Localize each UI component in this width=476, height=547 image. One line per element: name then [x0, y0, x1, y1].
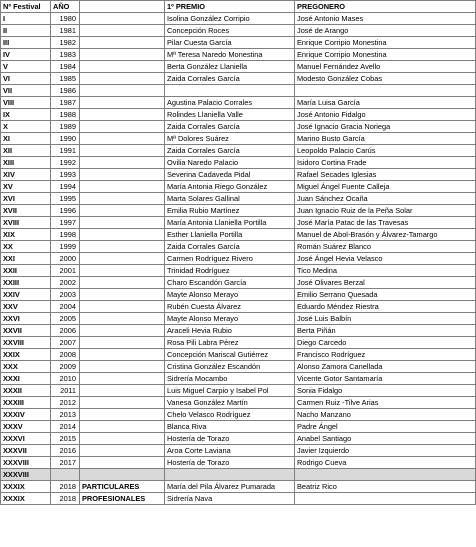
category-cell — [80, 97, 165, 109]
crier-cell: Enrique Corripio Monestina — [295, 49, 476, 61]
first-prize-cell: Carmen Rodríguez Rivero — [165, 253, 295, 265]
column-header: Nº Festival — [1, 1, 51, 13]
year-cell: 1997 — [51, 217, 80, 229]
first-prize-cell: Zaida Corrales García — [165, 241, 295, 253]
festival-number-cell: III — [1, 37, 51, 49]
festival-number-cell: XXXVII — [1, 445, 51, 457]
crier-cell: José Luis Balbín — [295, 313, 476, 325]
year-cell: 2005 — [51, 313, 80, 325]
first-prize-cell: Sidrería Mocambo — [165, 373, 295, 385]
year-cell: 2000 — [51, 253, 80, 265]
category-cell — [80, 421, 165, 433]
category-cell — [80, 85, 165, 97]
category-cell — [80, 61, 165, 73]
category-cell — [80, 373, 165, 385]
table-row — [1, 445, 476, 457]
category-cell — [80, 25, 165, 37]
first-prize-cell: Marta Solares Gallinal — [165, 193, 295, 205]
festival-number-cell: XVIII — [1, 217, 51, 229]
first-prize-cell: Charo Escandón García — [165, 277, 295, 289]
category-cell — [80, 445, 165, 457]
year-cell: 2002 — [51, 277, 80, 289]
table-row — [1, 97, 476, 109]
crier-cell: Leopoldo Palacio Carús — [295, 145, 476, 157]
crier-cell: José María Patac de las Travesas — [295, 217, 476, 229]
table-row — [1, 205, 476, 217]
festival-number-cell: VII — [1, 85, 51, 97]
header-row — [1, 1, 476, 13]
festival-number-cell: XXIX — [1, 349, 51, 361]
crier-cell: José Antonio Mases — [295, 13, 476, 25]
category-cell — [80, 277, 165, 289]
table-row — [1, 193, 476, 205]
table-row — [1, 289, 476, 301]
festival-number-cell: XVI — [1, 193, 51, 205]
first-prize-cell: Emilia Rubio Martínez — [165, 205, 295, 217]
year-cell: 2015 — [51, 433, 80, 445]
crier-cell: Sonia Fidalgo — [295, 385, 476, 397]
crier-cell: Eduardo Méndez Riestra — [295, 301, 476, 313]
year-cell: 2010 — [51, 373, 80, 385]
category-cell — [80, 301, 165, 313]
first-prize-cell — [165, 469, 295, 481]
first-prize-cell: Mayte Alonso Merayo — [165, 289, 295, 301]
category-cell — [80, 73, 165, 85]
table-row — [1, 409, 476, 421]
first-prize-cell: Severina Cadaveda Pidal — [165, 169, 295, 181]
table-row — [1, 325, 476, 337]
first-prize-cell: Luis Miguel Carpio y Isabel Pol — [165, 385, 295, 397]
category-cell — [80, 325, 165, 337]
category-cell — [80, 121, 165, 133]
table-row — [1, 109, 476, 121]
crier-cell: Anabel Santiago — [295, 433, 476, 445]
crier-cell: José Ignacio Gracia Noriega — [295, 121, 476, 133]
year-cell: 2011 — [51, 385, 80, 397]
year-cell: 2017 — [51, 457, 80, 469]
category-cell: PROFESIONALES — [80, 493, 165, 505]
festival-number-cell: XXX — [1, 361, 51, 373]
crier-cell — [295, 469, 476, 481]
table-row — [1, 217, 476, 229]
category-cell — [80, 145, 165, 157]
table-row — [1, 373, 476, 385]
crier-cell: José Olivares Berzal — [295, 277, 476, 289]
category-cell — [80, 193, 165, 205]
crier-cell: José Ángel Hevia Velasco — [295, 253, 476, 265]
year-cell: 1998 — [51, 229, 80, 241]
table-row — [1, 301, 476, 313]
festival-number-cell: XXVIII — [1, 337, 51, 349]
table-row — [1, 181, 476, 193]
first-prize-cell: Araceli Hevia Rubio — [165, 325, 295, 337]
table-row — [1, 457, 476, 469]
year-cell: 1982 — [51, 37, 80, 49]
year-cell: 2007 — [51, 337, 80, 349]
first-prize-cell: Blanca Riva — [165, 421, 295, 433]
table-row — [1, 349, 476, 361]
first-prize-cell: Rubén Cuesta Álvarez — [165, 301, 295, 313]
category-cell — [80, 385, 165, 397]
table-row — [1, 145, 476, 157]
festival-number-cell: XII — [1, 145, 51, 157]
first-prize-cell: Ovilia Naredo Palacio — [165, 157, 295, 169]
category-cell — [80, 289, 165, 301]
first-prize-cell: Zaida Corrales García — [165, 121, 295, 133]
first-prize-cell: María Antonia Riego González — [165, 181, 295, 193]
crier-cell: Padre Ángel — [295, 421, 476, 433]
table-row — [1, 241, 476, 253]
festival-number-cell: XXI — [1, 253, 51, 265]
category-cell — [80, 457, 165, 469]
first-prize-cell: Berta González Llaniella — [165, 61, 295, 73]
first-prize-cell: Aroa Corte Laviana — [165, 445, 295, 457]
crier-cell: Juan Sánchez Ocaña — [295, 193, 476, 205]
table-row — [1, 121, 476, 133]
category-cell — [80, 49, 165, 61]
crier-cell: José de Arango — [295, 25, 476, 37]
crier-cell: José Antonio Fidalgo — [295, 109, 476, 121]
festival-number-cell: IX — [1, 109, 51, 121]
year-cell: 2018 — [51, 493, 80, 505]
first-prize-cell: Esther Llaniella Portilla — [165, 229, 295, 241]
year-cell: 1986 — [51, 85, 80, 97]
festival-number-cell: XXXIII — [1, 397, 51, 409]
crier-cell: Javier Izquierdo — [295, 445, 476, 457]
year-cell — [51, 469, 80, 481]
first-prize-cell: Zaida Corrales García — [165, 145, 295, 157]
category-cell — [80, 313, 165, 325]
category-cell — [80, 229, 165, 241]
festival-number-cell: XXII — [1, 265, 51, 277]
crier-cell: Beatriz Rico — [295, 481, 476, 493]
crier-cell: Manuel de Abol-Brasón y Álvarez-Tamargo — [295, 229, 476, 241]
table-row — [1, 85, 476, 97]
crier-cell: Isidoro Cortina Frade — [295, 157, 476, 169]
year-cell: 1999 — [51, 241, 80, 253]
crier-cell: Rafael Secades Iglesias — [295, 169, 476, 181]
table-row — [1, 361, 476, 373]
year-cell: 1984 — [51, 61, 80, 73]
year-cell: 1991 — [51, 145, 80, 157]
table-row — [1, 13, 476, 25]
festival-number-cell: XXXII — [1, 385, 51, 397]
festival-number-cell: X — [1, 121, 51, 133]
first-prize-cell: Mayte Alonso Merayo — [165, 313, 295, 325]
table-row — [1, 157, 476, 169]
category-cell — [80, 181, 165, 193]
festival-number-cell: XXV — [1, 301, 51, 313]
festival-number-cell: VI — [1, 73, 51, 85]
category-cell — [80, 205, 165, 217]
crier-cell: Emilio Serrano Quesada — [295, 289, 476, 301]
festival-number-cell: XXXVIII — [1, 457, 51, 469]
first-prize-cell: Mª Teresa Naredo Monestina — [165, 49, 295, 61]
crier-cell: Enrique Corripio Monestina — [295, 37, 476, 49]
category-cell — [80, 241, 165, 253]
year-cell: 1993 — [51, 169, 80, 181]
category-cell — [80, 253, 165, 265]
year-cell: 1985 — [51, 73, 80, 85]
table-row — [1, 337, 476, 349]
first-prize-cell: María Antonia Llaniella Portilla — [165, 217, 295, 229]
year-cell: 2006 — [51, 325, 80, 337]
crier-cell: Rodrigo Cueva — [295, 457, 476, 469]
category-cell — [80, 433, 165, 445]
first-prize-cell: Isolina González Corripio — [165, 13, 295, 25]
table-row — [1, 73, 476, 85]
festival-number-cell: XX — [1, 241, 51, 253]
festival-number-cell: XV — [1, 181, 51, 193]
crier-cell: Román Suárez Blanco — [295, 241, 476, 253]
year-cell: 2008 — [51, 349, 80, 361]
festival-number-cell: XXXIV — [1, 409, 51, 421]
festival-number-cell: V — [1, 61, 51, 73]
year-cell: 1983 — [51, 49, 80, 61]
first-prize-cell: Zaida Corrales García — [165, 73, 295, 85]
year-cell: 1980 — [51, 13, 80, 25]
first-prize-cell: Mª Dolores Suárez — [165, 133, 295, 145]
column-header: 1º PREMIO — [165, 1, 295, 13]
table-row — [1, 493, 476, 505]
year-cell: 1992 — [51, 157, 80, 169]
table-row — [1, 25, 476, 37]
crier-cell: María Luisa García — [295, 97, 476, 109]
first-prize-cell: Hostería de Torazo — [165, 433, 295, 445]
first-prize-cell: Concepción Mariscal Gutiérrez — [165, 349, 295, 361]
crier-cell: Nacho Manzano — [295, 409, 476, 421]
table-row — [1, 397, 476, 409]
festival-number-cell: XIV — [1, 169, 51, 181]
festival-number-cell: XIX — [1, 229, 51, 241]
table-row — [1, 229, 476, 241]
first-prize-cell — [165, 85, 295, 97]
category-cell — [80, 37, 165, 49]
year-cell: 2014 — [51, 421, 80, 433]
category-cell — [80, 409, 165, 421]
year-cell: 2003 — [51, 289, 80, 301]
table-row — [1, 49, 476, 61]
year-cell: 1995 — [51, 193, 80, 205]
year-cell: 2001 — [51, 265, 80, 277]
year-cell: 1989 — [51, 121, 80, 133]
category-cell — [80, 133, 165, 145]
category-cell — [80, 13, 165, 25]
table-row — [1, 169, 476, 181]
column-header — [80, 1, 165, 13]
crier-cell: Francisco Rodríguez — [295, 349, 476, 361]
festival-number-cell: XXXI — [1, 373, 51, 385]
festival-number-cell: XIII — [1, 157, 51, 169]
festival-number-cell: XVII — [1, 205, 51, 217]
category-cell — [80, 169, 165, 181]
category-cell — [80, 157, 165, 169]
category-cell: PARTICULARES — [80, 481, 165, 493]
table-row — [1, 469, 476, 481]
table-row — [1, 253, 476, 265]
first-prize-cell: Trinidad Rodríguez — [165, 265, 295, 277]
first-prize-cell: Chelo Velasco Rodríguez — [165, 409, 295, 421]
category-cell — [80, 361, 165, 373]
first-prize-cell: Pilar Cuesta García — [165, 37, 295, 49]
first-prize-cell: Cristina González Escandón — [165, 361, 295, 373]
festival-number-cell: VIII — [1, 97, 51, 109]
first-prize-cell: Agustina Palacio Corrales — [165, 97, 295, 109]
crier-cell: Tico Medina — [295, 265, 476, 277]
crier-cell: Modesto González Cobas — [295, 73, 476, 85]
crier-cell — [295, 493, 476, 505]
first-prize-cell: María del Pila Álvarez Pumarada — [165, 481, 295, 493]
festival-number-cell: XXIV — [1, 289, 51, 301]
table-row — [1, 421, 476, 433]
category-cell — [80, 265, 165, 277]
year-cell: 1981 — [51, 25, 80, 37]
crier-cell: Alonso Zamora Canellada — [295, 361, 476, 373]
year-cell: 1994 — [51, 181, 80, 193]
category-cell — [80, 397, 165, 409]
festival-number-cell: XXXV — [1, 421, 51, 433]
crier-cell: Miguel Ángel Fuente Calleja — [295, 181, 476, 193]
crier-cell: Manuel Fernández Avello — [295, 61, 476, 73]
first-prize-cell: Vanesa González Martín — [165, 397, 295, 409]
column-header: PREGONERO — [295, 1, 476, 13]
year-cell: 1996 — [51, 205, 80, 217]
year-cell: 2009 — [51, 361, 80, 373]
festival-number-cell: XI — [1, 133, 51, 145]
year-cell: 1987 — [51, 97, 80, 109]
first-prize-cell: Rosa Pili Labra Pérez — [165, 337, 295, 349]
table-row — [1, 481, 476, 493]
crier-cell: Berta Piñán — [295, 325, 476, 337]
column-header: AÑO — [51, 1, 80, 13]
table-body — [1, 1, 476, 505]
table-row — [1, 265, 476, 277]
year-cell: 1988 — [51, 109, 80, 121]
category-cell — [80, 217, 165, 229]
festival-number-cell: I — [1, 13, 51, 25]
festival-number-cell: XXXVI — [1, 433, 51, 445]
category-cell — [80, 469, 165, 481]
year-cell: 2016 — [51, 445, 80, 457]
crier-cell: Vicente Gotor Santamaría — [295, 373, 476, 385]
festival-number-cell: XXIII — [1, 277, 51, 289]
table-row — [1, 37, 476, 49]
table-row — [1, 277, 476, 289]
table-row — [1, 133, 476, 145]
table-row — [1, 61, 476, 73]
festival-number-cell: II — [1, 25, 51, 37]
table-row — [1, 433, 476, 445]
festival-number-cell: XXVI — [1, 313, 51, 325]
category-cell — [80, 337, 165, 349]
crier-cell: Juan Ignacio Ruiz de la Peña Solar — [295, 205, 476, 217]
year-cell: 1990 — [51, 133, 80, 145]
year-cell: 2013 — [51, 409, 80, 421]
festival-number-cell: XXXIX — [1, 493, 51, 505]
festival-number-cell: XXXVIII — [1, 469, 51, 481]
first-prize-cell: Rolindes Llaniella Valle — [165, 109, 295, 121]
year-cell: 2004 — [51, 301, 80, 313]
year-cell: 2018 — [51, 481, 80, 493]
table-row — [1, 385, 476, 397]
category-cell — [80, 349, 165, 361]
crier-cell: Carmen Ruiz -Tilve Arias — [295, 397, 476, 409]
first-prize-cell: Concepción Roces — [165, 25, 295, 37]
category-cell — [80, 109, 165, 121]
festival-number-cell: IV — [1, 49, 51, 61]
crier-cell: Marino Busto García — [295, 133, 476, 145]
festival-number-cell: XXVII — [1, 325, 51, 337]
table-row — [1, 313, 476, 325]
year-cell: 2012 — [51, 397, 80, 409]
festival-number-cell: XXXIX — [1, 481, 51, 493]
crier-cell: Diego Carcedo — [295, 337, 476, 349]
first-prize-cell: Hostería de Torazo — [165, 457, 295, 469]
first-prize-cell: Sidrería Nava — [165, 493, 295, 505]
crier-cell — [295, 85, 476, 97]
